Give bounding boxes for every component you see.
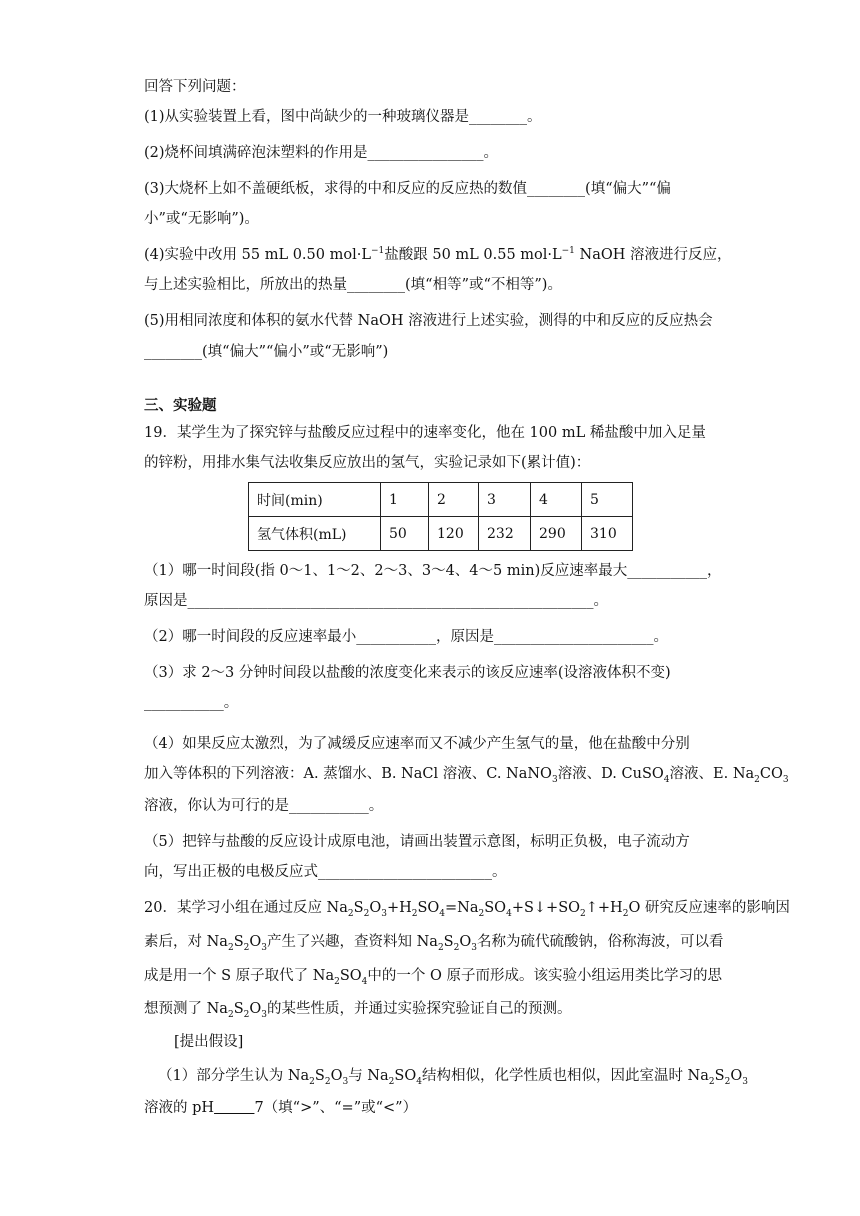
question-1: (1)从实验装置上看，图中尚缺少的一种玻璃仪器是________。: [144, 109, 542, 125]
section-heading: 三、实验题: [144, 398, 217, 414]
problem-20-line-2: 素后，对 $Na_2S_2O_3$产生了兴趣，查资料知 $Na_2S_2O_3$名称为硫代硫酸钠，俗称海波，可以看: [144, 934, 724, 953]
table-header-time: 时间(min): [249, 483, 381, 517]
answer-blank: [214, 1099, 254, 1116]
intro-text: 回答下列问题：: [144, 79, 246, 95]
problem-19-line-2: 的锌粉，用排水集气法收集反应放出的氢气，实验记录如下(累计值)：: [144, 455, 591, 471]
question-5-line-1: (5)用相同浓度和体积的氨水代替 NaOH 溶液进行上述实验，测得的中和反应的反应热会: [144, 313, 713, 329]
sub-question-5-line-1: （5）把锌与盐酸的反应设计成原电池，请画出装置示意图，标明正负极，电子流动方: [144, 834, 690, 850]
sub-question-1-line-2: 原因是________________________________________________________。: [144, 593, 608, 609]
table-cell: 50: [381, 517, 429, 551]
sub-question-4-line-1: （4）如果反应太激烈，为了减缓反应速率而又不减少产生氢气的量，他在盐酸中分别: [144, 736, 690, 752]
question-3-line-2: 小”或“无影响”)。: [144, 211, 259, 227]
table-cell: 232: [479, 517, 531, 551]
problem-20-line-3: 成是用一个 S 原子取代了 $Na_2SO_4$中的一个 O 原子而形成。该实验小组运用类比学习的思: [144, 968, 722, 987]
problem-19-line-1: 19．某学生为了探究锌与盐酸反应过程中的速率变化，他在 100 mL 稀盐酸中加入足量: [144, 425, 706, 441]
problem-20-line-1: 20．某学习小组在通过反应 $Na_2S_2O_3+H_2SO_4=Na_2SO_4+S↓+SO_2↑+H_2O$ 研究反应速率的影响因: [144, 900, 790, 919]
sub-question-4-line-3: 溶液，你认为可行的是___________。: [144, 798, 384, 814]
sub-question-1-line-1: （1）哪一时间段(指 0～1、1～2、2～3、3～4、4～5 min)反应速率最大___________，: [144, 563, 722, 579]
table-cell: 3: [479, 483, 531, 517]
question-2: (2)烧杯间填满碎泡沫塑料的作用是________________。: [144, 145, 499, 161]
question-4-line-1: (4)实验中改用 55 mL 0.50 $mol\cdot L^{-1}$盐酸跟 50 mL 0.55 $mol\cdot L^{-1}$ NaOH 溶液进行反应，: [144, 246, 732, 263]
sub-question-3-line-1: （3）求 2～3 分钟时间段以盐酸的浓度变化来表示的该反应速率(设溶液体积不变): [144, 665, 671, 681]
problem-20-line-4: 想预测了 $Na_2S_2O_3$的某些性质，并通过实验探究验证自己的预测。: [144, 1001, 572, 1020]
table-cell: 290: [531, 517, 582, 551]
table-header-volume: 氢气体积(mL): [249, 517, 381, 551]
table-cell: 4: [531, 483, 582, 517]
table-cell: 5: [582, 483, 633, 517]
table-cell: 2: [429, 483, 479, 517]
table-cell: 310: [582, 517, 633, 551]
hypothesis-1-line-2: 溶液的 pH 7（填“>”、“=”或“<”）: [144, 1100, 418, 1116]
question-5-line-2: ________(填“偏大”“偏小”或“无影响”): [144, 344, 389, 360]
sub-question-4-line-2: 加入等体积的下列溶液：A. 蒸馏水、B. NaCl 溶液、C. NaNO$_3$溶液、D. CuSO$_4$溶液、E. $Na_2CO_3$: [144, 766, 789, 785]
hydrogen-volume-table: [248, 482, 633, 551]
sub-question-5-line-2: 向，写出正极的电极反应式________________________。: [144, 864, 507, 880]
table-cell: 1: [381, 483, 429, 517]
hypothesis-1-line-1: （1）部分学生认为 $Na_2S_2O_3$与 $Na_2SO_4$结构相似，化学性质也相似，因此室温时 $Na_2S_2O_3$: [158, 1068, 748, 1087]
table-row: [249, 517, 633, 551]
sub-question-2: （2）哪一时间段的反应速率最小___________，原因是______________________。: [144, 629, 668, 645]
question-3-line-1: (3)大烧杯上如不盖硬纸板，求得的中和反应的反应热的数值________(填“偏大”“偏: [144, 181, 671, 197]
table-cell: 120: [429, 517, 479, 551]
sub-question-3-line-2: ___________。: [144, 695, 239, 711]
table-row: [249, 483, 633, 517]
question-4-line-2: 与上述实验相比，所放出的热量________(填“相等”或“不相等”)。: [144, 277, 562, 293]
hypothesis-heading: [提出假设]: [174, 1034, 244, 1050]
